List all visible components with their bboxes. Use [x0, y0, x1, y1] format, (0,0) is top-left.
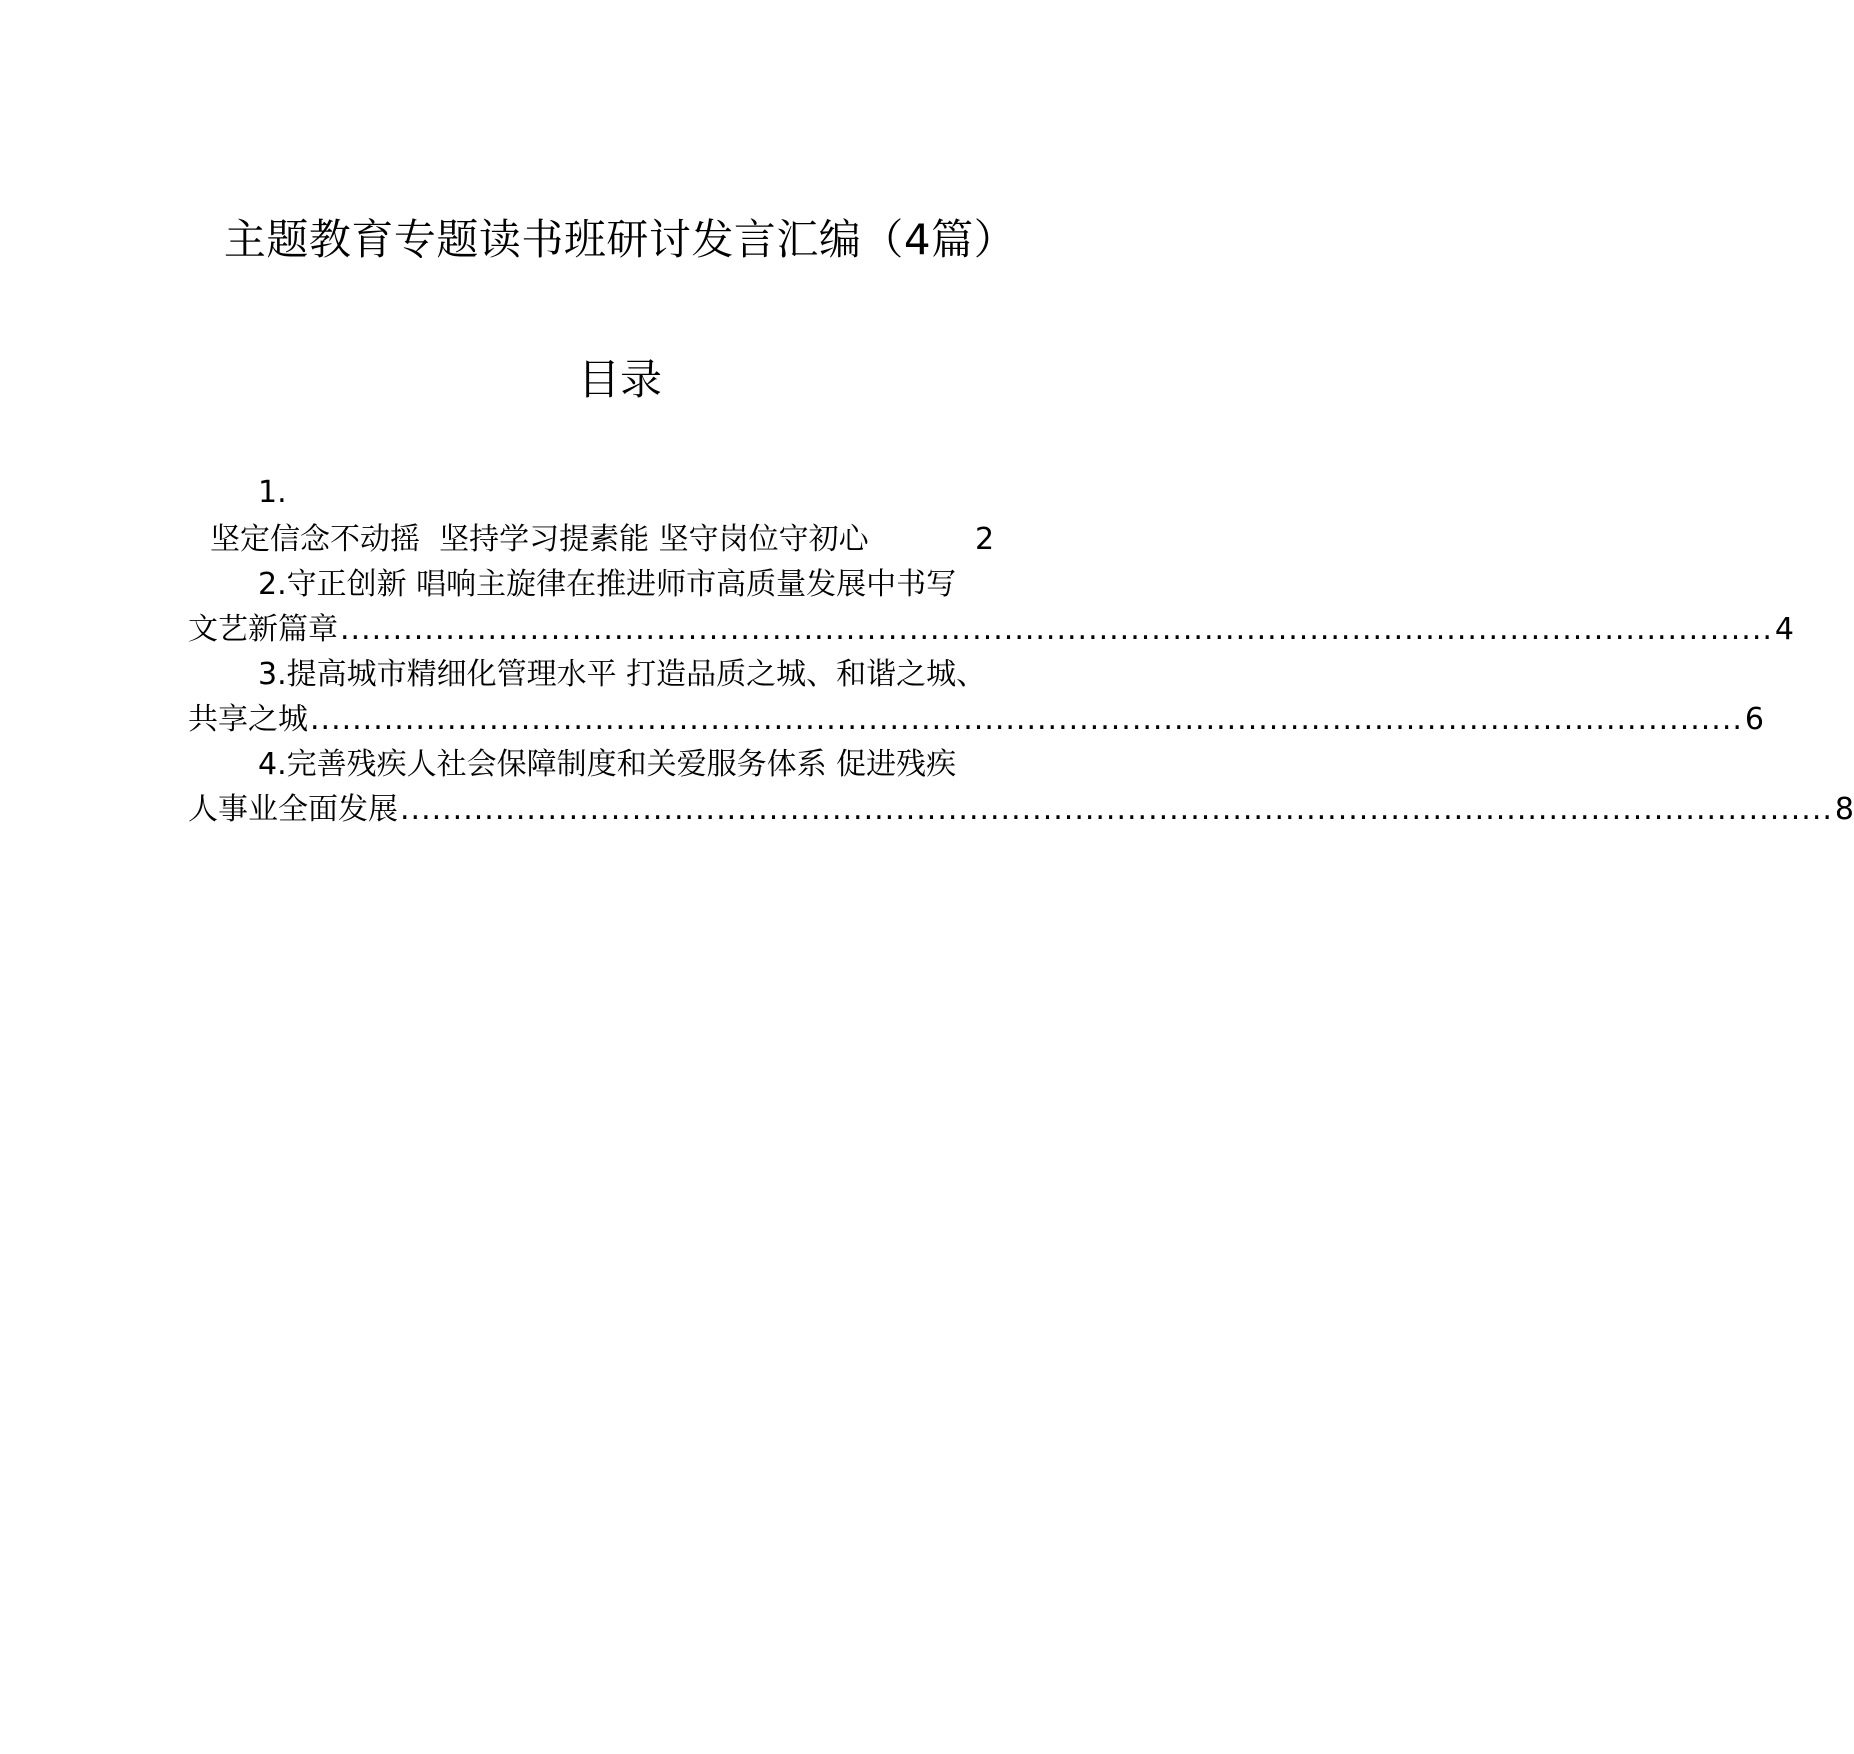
toc-entry-4-leader: ........................................................................................................................................ [400, 792, 1833, 827]
toc-entry-2-line-1 [188, 562, 1058, 607]
toc-entry-1-title: 坚定信念不动摇 坚持学习提素能 坚守岗位守初心 [210, 522, 869, 557]
toc-entry-2-line-2 [188, 607, 1795, 652]
toc-entry-3-title-part-1: 3.提高城市精细化管理水平 打造品质之城、和谐之城、 [258, 657, 987, 692]
toc-heading: 目录 [577, 355, 662, 404]
toc-entry-3-line-2 [188, 697, 1765, 742]
toc-entry-1-page: 2 [975, 522, 995, 557]
toc-entry-2-title-part-2: 文艺新篇章 [188, 612, 338, 647]
toc-entry-4-title-part-2: 人事业全面发展 [188, 792, 398, 827]
toc-entry-2-leader: ........................................................................................................................................ [340, 612, 1773, 647]
document-title: 主题教育专题读书班研讨发言汇编（4篇） [223, 215, 1017, 264]
toc-entry-3-page: 6 [1744, 702, 1765, 737]
toc-entry-2-title-part-1: 2.守正创新 唱响主旋律在推进师市高质量发展中书写 [258, 567, 957, 602]
toc-entry-2-page: 4 [1774, 612, 1795, 647]
toc-entry-4-line-2 [188, 787, 1854, 832]
toc-entry-3 [188, 652, 1765, 742]
toc-entry-4-title-part-1: 4.完善残疾人社会保障制度和关爱服务体系 促进残疾 [258, 747, 957, 782]
toc-entry-1-number: 1. [258, 475, 287, 510]
toc-entry-4 [188, 742, 1854, 832]
toc-entry-3-title-part-2: 共享之城 [188, 702, 308, 737]
toc-entry-3-leader: ........................................................................................................................................ [310, 702, 1743, 737]
toc-entry-3-line-1 [188, 652, 1058, 697]
toc-entry-4-page: 8 [1834, 792, 1854, 827]
toc-entry-4-line-1 [188, 742, 1058, 787]
toc-entry-2 [188, 562, 1795, 652]
